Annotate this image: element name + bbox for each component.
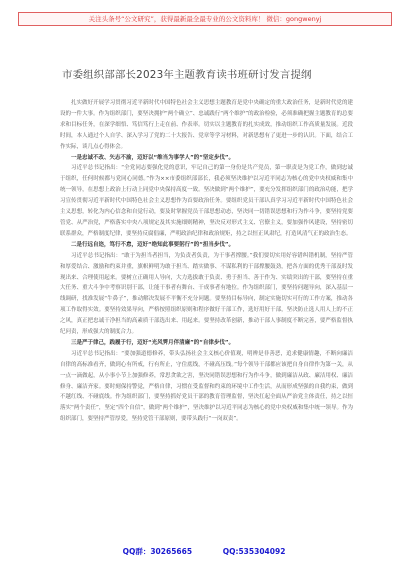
paragraph-section-2: 习近平总书记指出：“敢于为担当者担当，为负责者负责，为干事者撑腰。”我们要切实用好容错纠错机制，坚持严管和厚爱结合、激励和约束并重，旗帜鲜明为敢于担当、踏实做事、不谋私利的干部撑腰鼓劲，把各方面的优秀干部及时发现出来、合理使用起来。要树立正确用人导向，大力选拔敢于负责、勇于担当、善于作为、实绩突出的干部，要坚持在重大任务、重大斗争中考察识别干部，让能干事者有舞台、干成事者有地位。作为组织部门，要坚持问题导向，深入基层一线调研，找准发展“牛鼻子”，推动解决发展不平衡不充分问题。要坚持目标导向，制定实施切实可行的工作方案，推动各项工作取得实效。要坚持效果导向，严格按照组织原则和程序做好干部工作，选好用好干部，坚决防止选人用人上的不正之风，真正把忠诚干净担当的高素质干部选出来、用起来。要坚持改革创新，推动干部人事制度不断完善，要严格监督执纪问责，形成强大的制度合力。 <box>60 252 353 336</box>
promo-banner[interactable]: 关注头条号“公文研究”，获得最新最全最专业的公文资料库！ 微信：gongwenyj <box>18 12 392 26</box>
paragraph-section-3: 习近平总书记指出：“要加强道德修养，带头弘扬社会主义核心价值观，明辨是非善恶，追求健康情趣，不断向廉洁自律的高标准看齐，做到心有所戒，行有所止，守住底线，不碰高压线。”每个领导干部都应该把自身自律作为第一关，从一点一滴做起，从小事小节上加强修养，常思贪欲之害，坚决同错误思想和行为作斗争，做到廉洁从政、廉洁用权、廉洁修身、廉洁齐家。要时刻保持警觉，严格自律，习惯在受监督和约束的环境中工作生活，从而形成坚强的自我约束，做到不越红线、不碰底线。作为组织部门，要坚持抓好党员干部的教育管理监督，坚决扛起全面从严治党主体责任，持之以恒落实“两个责任”，坚定“四个自信”，做到“两个维护”，坚决维护以习近平同志为核心的党中央权威和集中统一领导。作为组织部门，要坚持严管厚爱，坚持党管干部原则，要带头践行“一岗双责”。 <box>60 350 353 423</box>
page-title: 市委组织部部长2023年主题教育读书班研讨发言提纲 <box>62 69 312 81</box>
section-heading-3: 三是严于律己，践履于行，迈好“光风霁月伴清廉”的“自律步伐”。 <box>71 339 234 346</box>
contact-footer <box>0 546 408 557</box>
paragraph-section-1: 习近平总书记指出：“全党同志要强化党的意识，牢记自己的第一身份是共产党员，第一职责是为党工作，做到忠诚于组织，任何时候都与党同心同德。”作为××市委组织部部长，我必须坚决维护以习近平同志为核心的党中央权威和集中统一领导，在思想上政治上行动上同党中央保持高度一致。坚决做到“两个维护”，要充分发挥组织部门的政治功能，把学习宣传贯彻习近平新时代中国特色社会主义思想作为首要政治任务。要组织党员干部认真学习习近平新时代中国特色社会主义思想，转化为内心信念和自觉行动，要及时掌握党员干部思想动态，坚决同一切错误思想和行为作斗争，要坚持党要管党、从严治党，严格落实中央八项规定及其实施细则精神，坚决反对形式主义、官僚主义，要加强作风建设，坚持密切联系群众，严格制度纪律，要坚持反腐倡廉，严明政治纪律和政治规矩，持之以恒正风肃纪，打造风清气正的政治生态。 <box>60 165 353 237</box>
document-body <box>60 98 353 425</box>
section-heading-1: 一是忠诚不改、矢志不渝，迈好以“维当为事学人”的“坚定步伐”。 <box>71 154 234 161</box>
qq-group-text: QQ群：30265665 <box>122 547 193 556</box>
qq-number-text: QQ:535304092 <box>222 547 286 556</box>
paragraph-intro: 扎实做好开展学习贯彻习近平新时代中国特色社会主义思想主题教育是党中央确定的重大政治任务，是新时代党的建设的一件大事。作为组织部门，要坚决拥护“两个确立”、忠诚践行“两个维护”的政治检验，必须准确把握主题教育的总要求和目标任务，在深学细悟、笃信笃行上走在前、作表率。切实以主题教育的扎实成效，推动组织工作高质量发展。近段时间，本人通过个人自学、深入学习了党的二十大报告、党章等学习材料，对新思想有了更进一步的认识。下面，结合工作实际，谈几点心得体会。 <box>60 100 353 150</box>
section-heading-2: 二是行远自迩，笃行不怠，迈好“绝知此事要躬行”的“担当步伐”。 <box>71 241 234 248</box>
